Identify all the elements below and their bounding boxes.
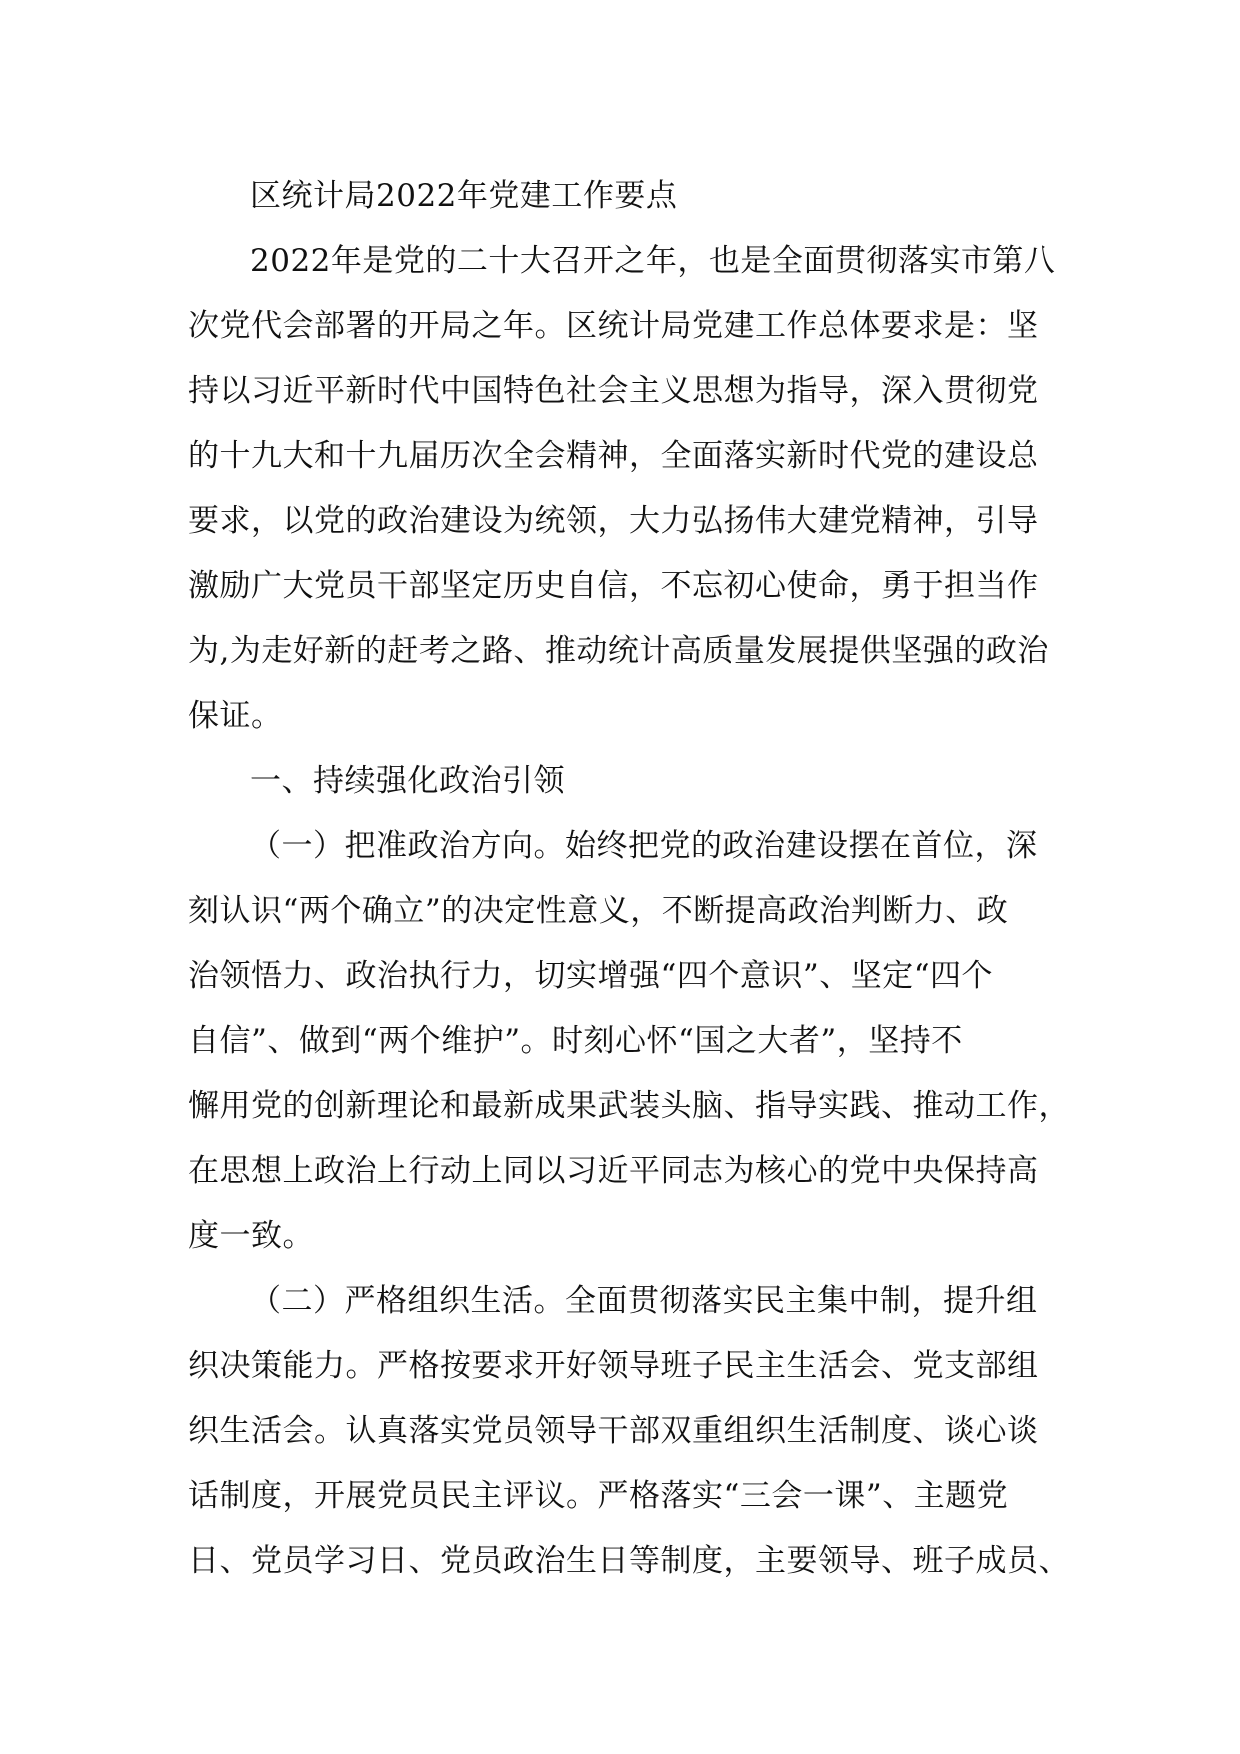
document-title: 区统计局2022年党建工作要点 [250, 178, 678, 214]
paragraph-line: 2022年是党的二十大召开之年，也是全面贯彻落实市第八 [250, 243, 1056, 279]
paragraph-line: 的十九大和十九届历次全会精神，全面落实新时代党的建设总 [188, 438, 1039, 474]
paragraph-line: 在思想上政治上行动上同以习近平同志为核心的党中央保持高 [188, 1153, 1039, 1189]
paragraph-line: 治领悟力、政治执行力，切实增强“四个意识”、坚定“四个 [188, 958, 994, 994]
paragraph-line: 织生活会。认真落实党员领导干部双重组织生活制度、谈心谈 [188, 1413, 1039, 1449]
paragraph-line: 度一致。 [188, 1218, 314, 1254]
paragraph-line: 自信”、做到“两个维护”。时刻心怀“国之大者”，坚持不 [188, 1023, 963, 1059]
paragraph-line: 持以习近平新时代中国特色社会主义思想为指导，深入贯彻党 [188, 373, 1039, 409]
section-heading: 一、持续强化政治引领 [250, 763, 565, 799]
paragraph-line: 懈用党的创新理论和最新成果武装头脑、指导实践、推动工作， [188, 1088, 1070, 1124]
paragraph-line: 日、党员学习日、党员政治生日等制度，主要领导、班子成员、 [188, 1543, 1070, 1579]
document-body [188, 164, 1068, 1594]
paragraph-line: 次党代会部署的开局之年。区统计局党建工作总体要求是：坚 [188, 308, 1039, 344]
intro-paragraph [188, 229, 1068, 749]
paragraph-line: （二）严格组织生活。全面贯彻落实民主集中制，提升组 [250, 1283, 1038, 1319]
paragraph-line: 织决策能力。严格按要求开好领导班子民主生活会、党支部组 [188, 1348, 1039, 1384]
paragraph-line: 激励广大党员干部坚定历史自信，不忘初心使命，勇于担当作 [188, 568, 1039, 604]
paragraph-line: （一）把准政治方向。始终把党的政治建设摆在首位，深 [250, 828, 1038, 864]
item-paragraph-2 [188, 1269, 1068, 1594]
paragraph-line: 刻认识“两个确立”的决定性意义，不断提高政治判断力、政 [188, 893, 1009, 929]
paragraph-line: 保证。 [188, 698, 283, 734]
paragraph-line: 为,为走好新的赶考之路、推动统计高质量发展提供坚强的政治 [188, 633, 1049, 669]
paragraph-line: 要求，以党的政治建设为统领，大力弘扬伟大建党精神，引导 [188, 503, 1039, 539]
item-paragraph-1 [188, 814, 1068, 1269]
paragraph-line: 话制度，开展党员民主评议。严格落实“三会一课”、主题党 [188, 1478, 1009, 1514]
